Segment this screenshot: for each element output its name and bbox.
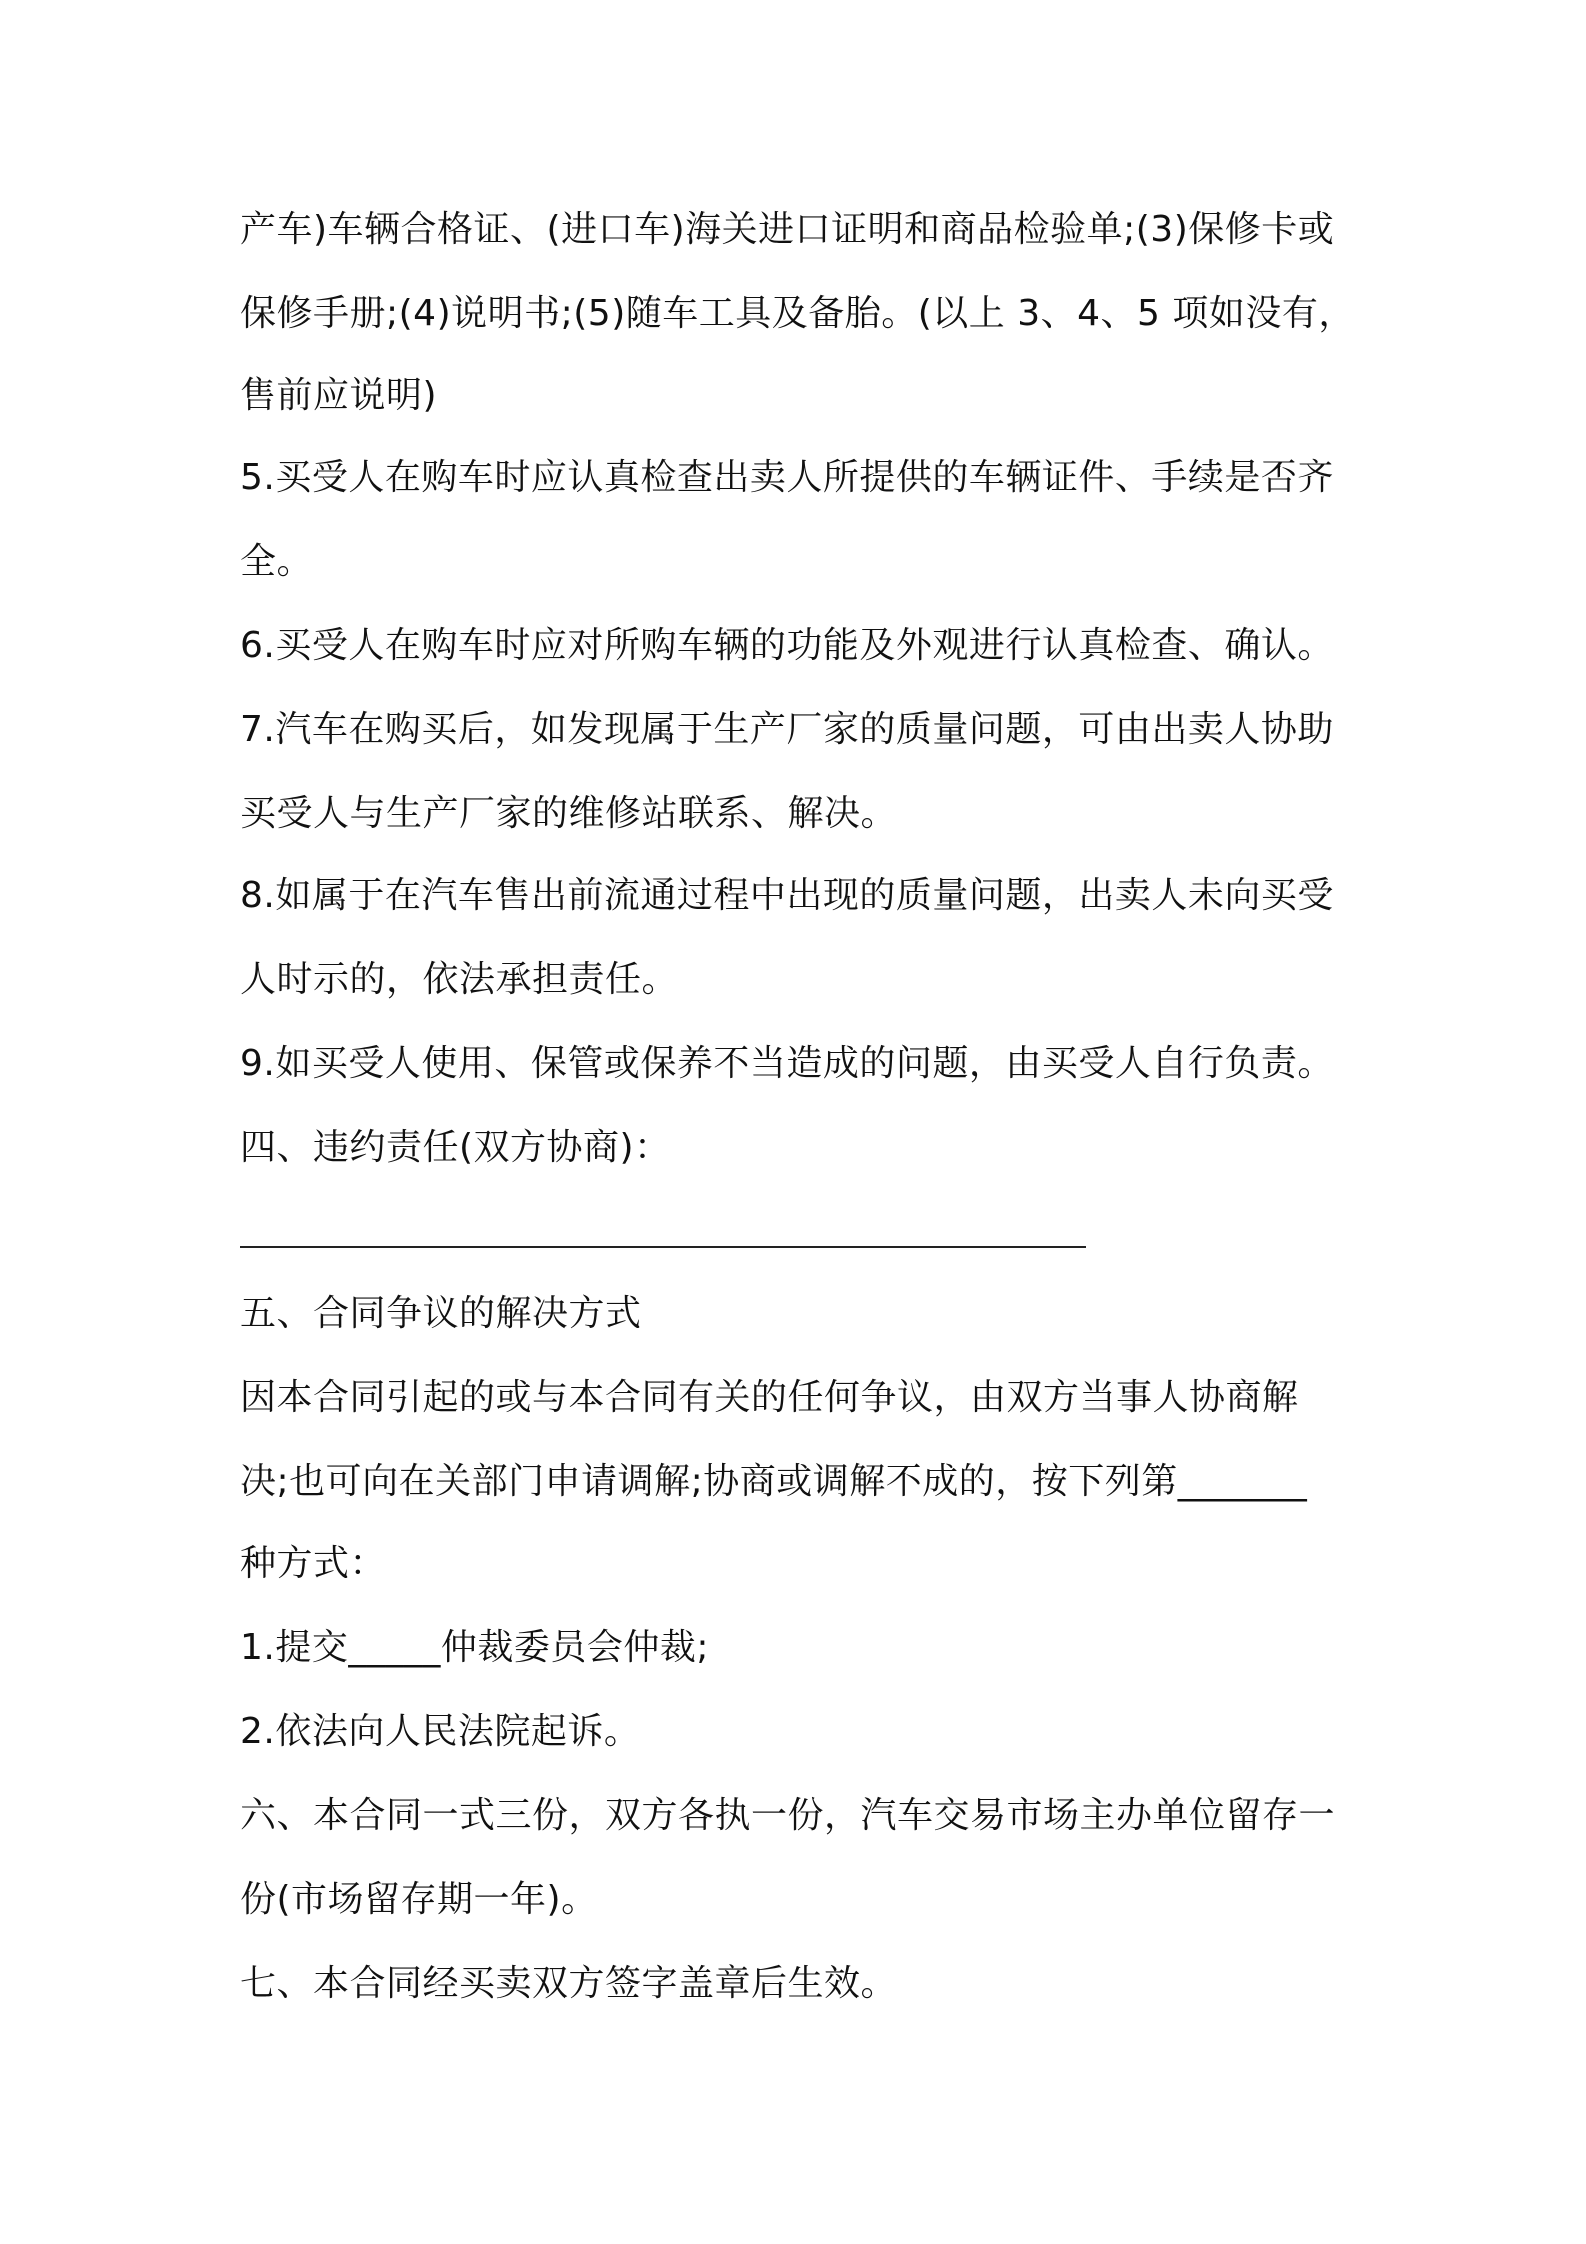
option-2: 2.依法向人民法院起诉。	[240, 1711, 641, 1752]
paragraph-line: 买受人与生产厂家的维修站联系、解决。	[240, 793, 898, 834]
paragraph-line: 保修手册;(4)说明书;(5)随车工具及备胎。(以上 3、4、5 项如没有，	[240, 293, 1355, 334]
paragraph-line: 售前应说明)	[240, 375, 438, 416]
paragraph-line: 因本合同引起的或与本合同有关的任何争议，由双方当事人协商解	[240, 1377, 1299, 1418]
clause-7: 7.汽车在购买后，如发现属于生产厂家的质量问题，可由出卖人协助	[240, 709, 1334, 750]
section-heading-4: 四、违约责任(双方协商)：	[240, 1127, 671, 1168]
option-1: 1.提交_____仲裁委员会仲裁;	[240, 1627, 709, 1668]
fill-in-blank-line	[240, 1246, 1086, 1248]
clause-9: 9.如买受人使用、保管或保养不当造成的问题，由买受人自行负责。	[240, 1043, 1334, 1084]
paragraph-line: 产车)车辆合格证、(进口车)海关进口证明和商品检验单;(3)保修卡或	[240, 209, 1335, 250]
paragraph-line: 份(市场留存期一年)。	[240, 1879, 598, 1920]
clause-6: 6.买受人在购车时应对所购车辆的功能及外观进行认真检查、确认。	[240, 625, 1334, 666]
section-heading-6: 六、本合同一式三份，双方各执一份，汽车交易市场主办单位留存一	[240, 1795, 1336, 1836]
paragraph-line: 决;也可向在关部门申请调解;协商或调解不成的，按下列第_______	[240, 1461, 1308, 1502]
section-heading-5: 五、合同争议的解决方式	[240, 1293, 642, 1334]
paragraph-line: 人时示的，依法承担责任。	[240, 959, 679, 1000]
clause-8: 8.如属于在汽车售出前流通过程中出现的质量问题，出卖人未向买受	[240, 875, 1334, 916]
paragraph-line: 全。	[240, 541, 314, 582]
clause-5: 5.买受人在购车时应认真检查出卖人所提供的车辆证件、手续是否齐	[240, 457, 1334, 498]
section-heading-7: 七、本合同经买卖双方签字盖章后生效。	[240, 1963, 898, 2004]
paragraph-line: 种方式：	[240, 1543, 387, 1584]
